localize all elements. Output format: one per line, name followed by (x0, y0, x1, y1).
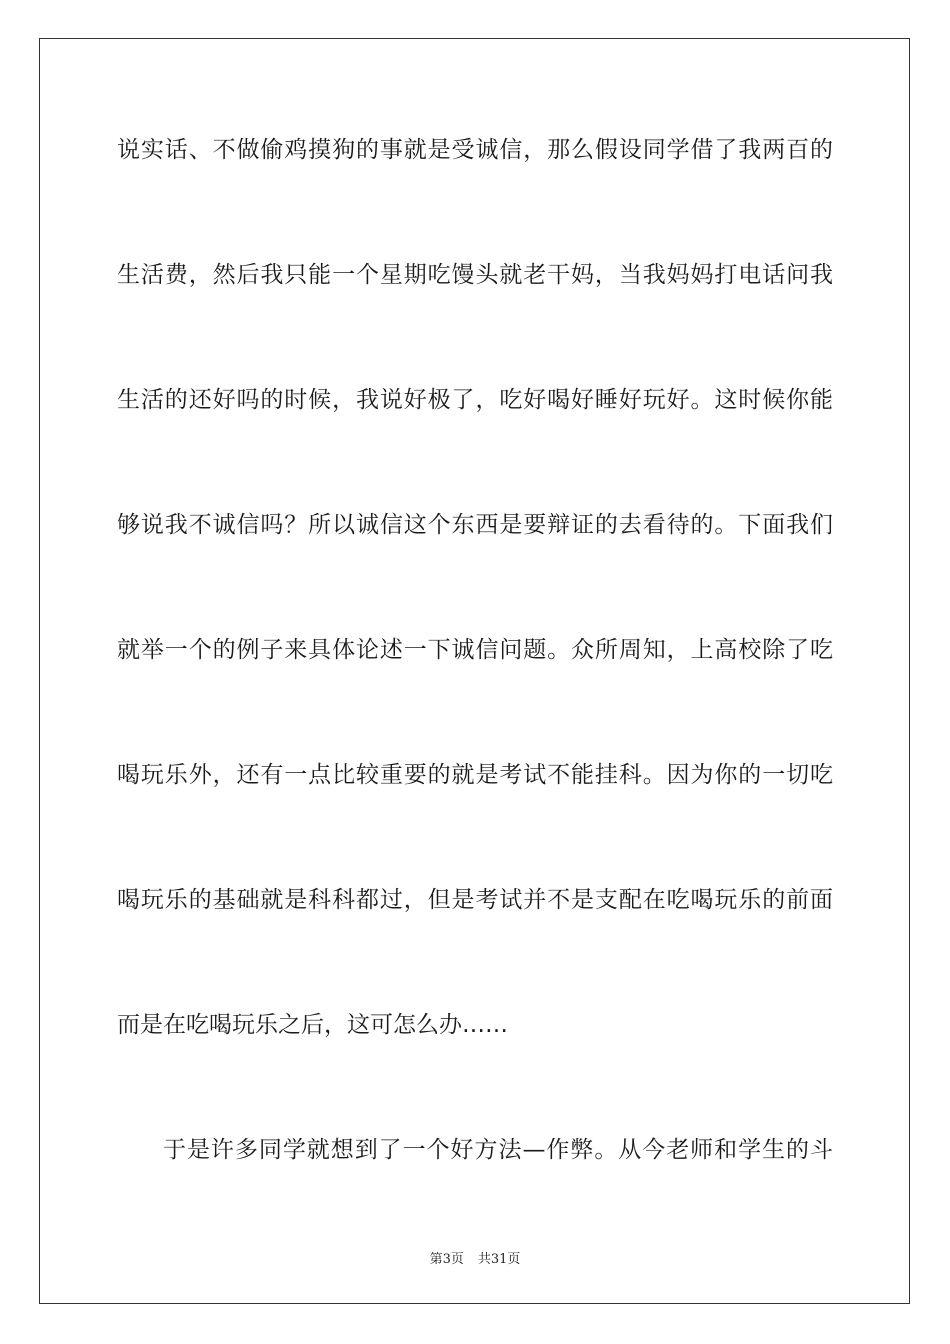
page-number: 第3页 (429, 1252, 464, 1267)
page-footer (0, 1248, 950, 1267)
text-line: 就举一个的例子来具体论述一下诚信问题。众所周知，上高校除了吃 (117, 637, 833, 663)
text-line: 喝玩乐的基础就是科科都过，但是考试并不是支配在吃喝玩乐的前面 (117, 887, 833, 913)
page-total: 共31页 (477, 1252, 521, 1267)
text-line: 说实话、不做偷鸡摸狗的事就是受诚信，那么假设同学借了我两百的 (117, 137, 833, 163)
page-border (39, 38, 910, 1304)
paragraph-first-line: 于是许多同学就想到了一个好方法—作弊。从今老师和学生的斗 (163, 1137, 833, 1163)
text-line: 而是在吃喝玩乐之后，这可怎么办…… (117, 1012, 508, 1038)
text-line: 够说我不诚信吗？所以诚信这个东西是要辩证的去看待的。下面我们 (117, 512, 833, 538)
text-line: 喝玩乐外，还有一点比较重要的就是考试不能挂科。因为你的一切吃 (117, 762, 833, 788)
text-line: 生活的还好吗的时候，我说好极了，吃好喝好睡好玩好。这时候你能 (117, 387, 833, 413)
text-line: 生活费，然后我只能一个星期吃馒头就老干妈，当我妈妈打电话问我 (117, 262, 833, 288)
